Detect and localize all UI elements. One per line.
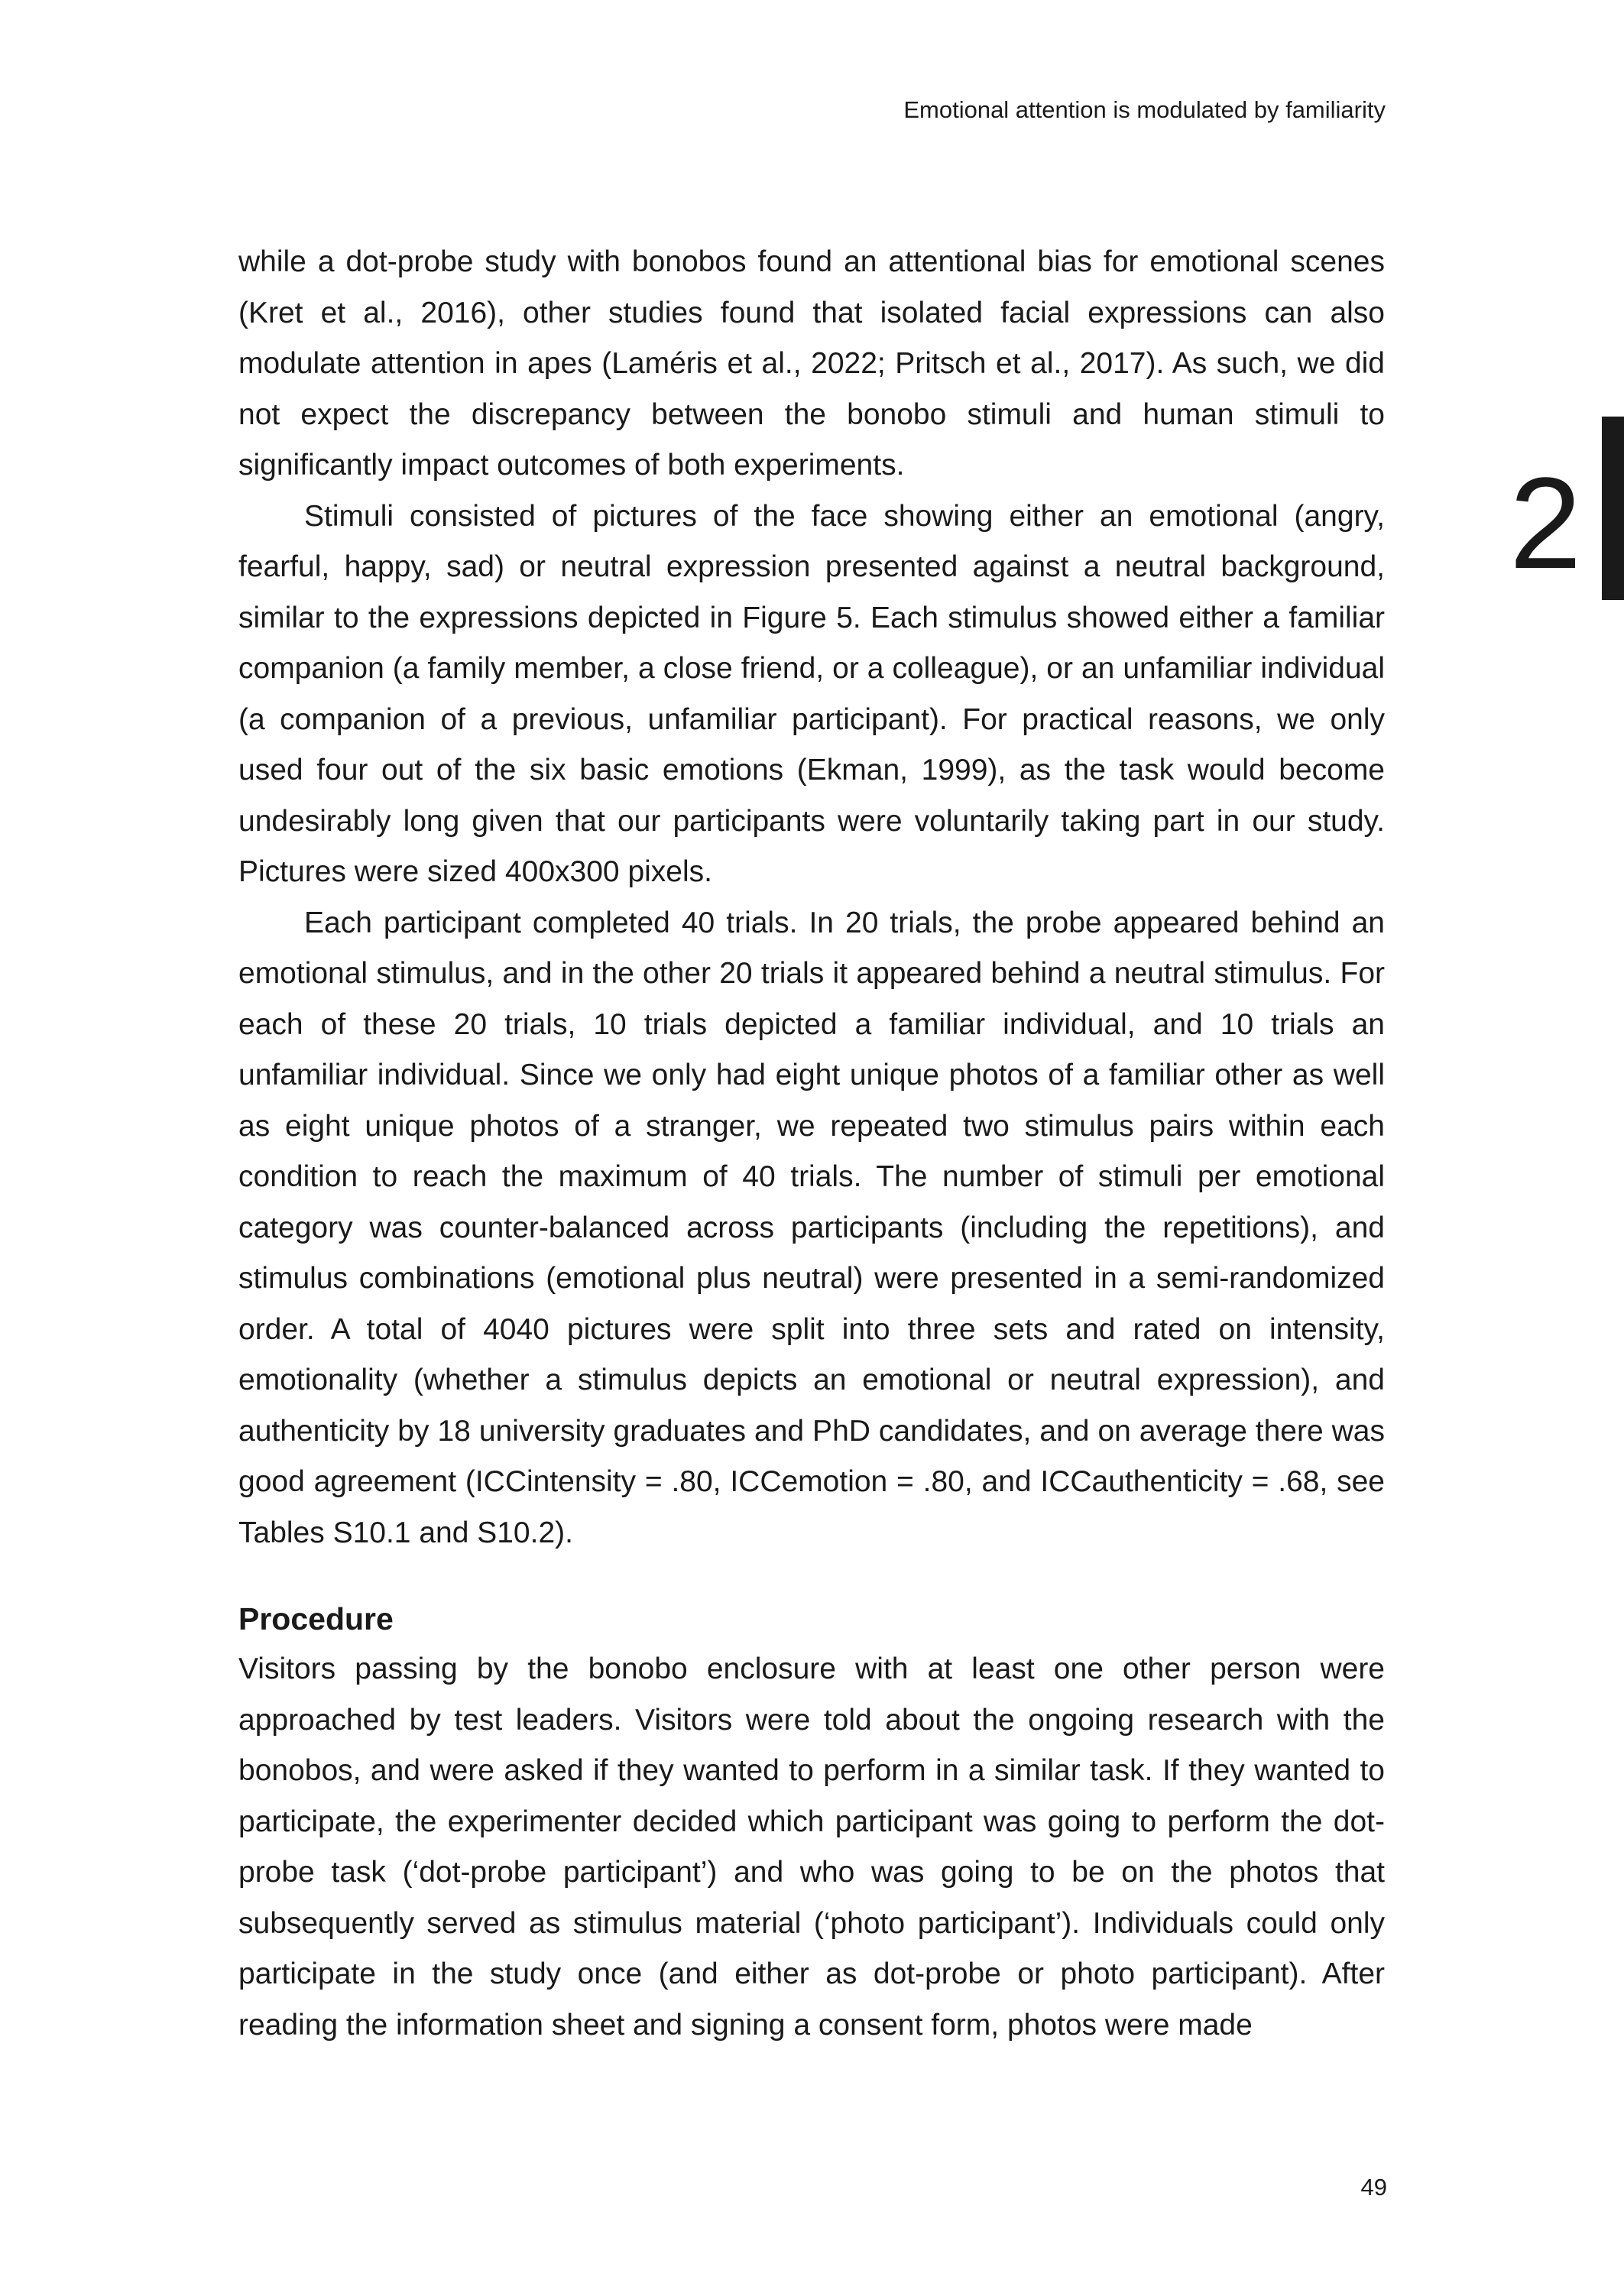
page-number: 49 bbox=[1360, 2174, 1387, 2201]
running-header: Emotional attention is modulated by familiarity bbox=[903, 96, 1386, 123]
chapter-tab-bar bbox=[1602, 417, 1624, 600]
body-text bbox=[238, 237, 1385, 2051]
paragraph-trials: Each participant completed 40 trials. In 20 trials, the probe appeared behind an emotional stimulus, and in the other 20 trials it appeared behind a neutral stimulus. For each of these 20 trials, 10 trials depicted a familiar individual, and 10 trials an unfamiliar individual. Since we only had eight unique photos of a familiar other as well as eight unique photos of a stranger, we repeated two stimulus pairs within each condition to reach the maximum of 40 trials. The number of stimuli per emotional category was counter-balanced across participants (including the repetitions), and stimulus combinations (emotional plus neutral) were presented in a semi-randomized order. A total of 4040 pictures were split into three sets and rated on intensity, emotionality (whether a stimulus depicts an emotional or neutral expression), and authenticity by 18 university graduates and PhD candidates, and on average there was good agreement (ICCintensity = .80, ICCemotion = .80, and ICCauthenticity = .68, see Tables S10.1 and S10.2). bbox=[238, 906, 1385, 1549]
paragraph-stimuli: Stimuli consisted of pictures of the face showing either an emotional (angry, fearful, happy, sad) or neutral expression presented against a neutral background, similar to the expressions depicted in Figure 5. Each stimulus showed either a familiar companion (a family member, a close friend, or a colleague), or an unfamiliar individual (a companion of a previous, unfamiliar participant). For practical reasons, we only used four out of the six basic emotions (Ekman, 1999), as the task would become undesirably long given that our participants were voluntarily taking part in our study. Pictures were sized 400x300 pixels. bbox=[238, 499, 1385, 888]
paragraph-continuation: while a dot-probe study with bonobos found an attentional bias for emotional scenes (Kret et al., 2016), other studies found that isolated facial expressions can also modulate attention in apes (Laméris et al., 2022; Pritsch et al., 2017). As such, we did not expect the discrepancy between the bonobo stimuli and human stimuli to significantly impact outcomes of both experiments. bbox=[238, 245, 1385, 482]
chapter-number: 2 bbox=[1509, 451, 1582, 596]
section-heading-procedure: Procedure bbox=[238, 1601, 394, 1636]
paragraph-procedure: Visitors passing by the bonobo enclosure with at least one other person were approached by test leaders. Visitors were told about the ongoing research with the bonobos, and were asked if they wanted to perform in a similar task. If they wanted to participate, the experimenter decided which participant was going to perform the dot-probe task (‘dot-probe participant’) and who was going to be on the photos that subsequently served as stimulus material (‘photo participant’). Individuals could only participate in the study once (and either as dot-probe or photo participant). After reading the information sheet and signing a consent form, photos were made bbox=[238, 1652, 1385, 2042]
